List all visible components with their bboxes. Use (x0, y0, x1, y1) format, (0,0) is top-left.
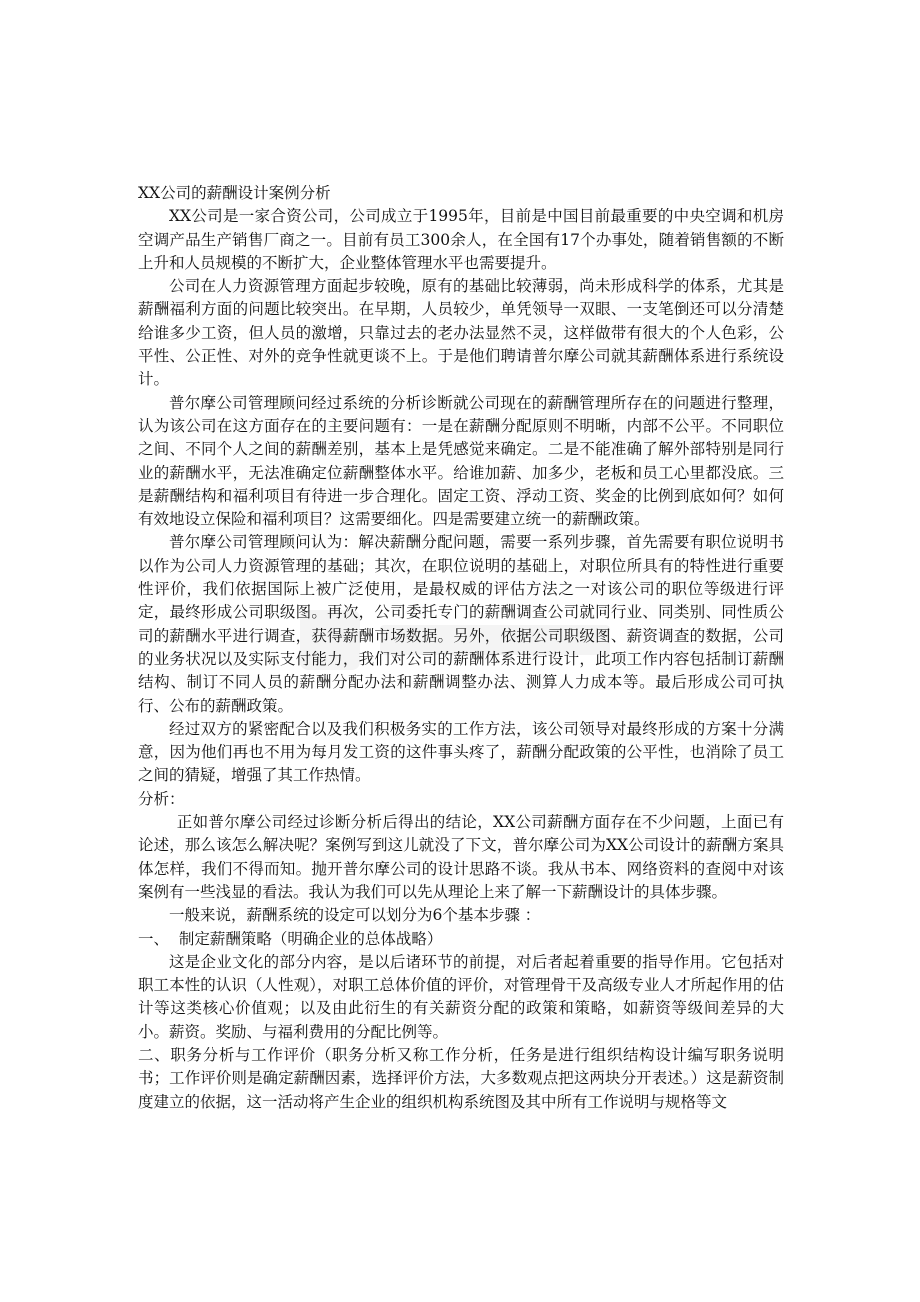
paragraph-hr-background: 公司在人力资源管理方面起步较晚，原有的基础比较薄弱，尚未形成科学的体系，尤其是薪酬福利方面的问题比较突出。在早期，人员较少，单凭领导一双眼、一支笔倒还可以分清楚给谁多少工资，但人员的激增，只靠过去的老办法显然不灵，这样做带有很大的个人色彩，公平性、公正性、对外的竞争性就更谈不上。于是他们聘请普尔摩公司就其薪酬体系进行系统设计。 (138, 277, 784, 389)
document-body (138, 182, 784, 1114)
paragraph-problems: 普尔摩公司管理顾问经过系统的分析诊断就公司现在的薪酬管理所存在的问题进行整理，认为该公司在这方面存在的主要问题有：一是在薪酬分配原则不明晰，内部不公平。不同职位之间、不同个人之间的薪酬差别，基本上是凭感觉来确定。二是不能准确了解外部特别是同行业的薪酬水平，无法准确定位薪酬整体水平。给谁加薪、加多少，老板和员工心里都没底。三是薪酬结构和福利项目有待进一步合理化。固定工资、浮动工资、奖金的比例到底如何？如何有效地设立保险和福利项目？这需要细化。四是需要建立统一的薪酬政策。 (138, 393, 784, 529)
paragraph-result: 经过双方的紧密配合以及我们积极务实的工作方法，该公司领导对最终形成的方案十分满意，因为他们再也不用为每月发工资的这件事头疼了，薪酬分配政策的公平性，也消除了员工之间的猜疑，增强了其工作热情。 (138, 719, 784, 785)
step-2-body: 二、职务分析与工作评价（职务分析又称工作分析，任务是进行组织结构设计编写职务说明书；工作评价则是确定薪酬因素，选择评价方法，大多数观点把这两块分开表述。）这是薪资制度建立的依据，这一活动将产生企业的组织机构系统图及其中所有工作说明与规格等文 (138, 1045, 784, 1111)
paragraph-company-intro: XX公司是一家合资公司，公司成立于1995年，目前是中国目前最重要的中央空调和机房空调产品生产销售厂商之一。目前有员工300余人，在全国有17个办事处，随着销售额的不断上升和人员规模的不断扩大，企业整体管理水平也需要提升。 (138, 207, 784, 272)
document-title: XX公司的薪酬设计案例分析 (138, 184, 331, 202)
step-1-body: 这是企业文化的部分内容，是以后诸环节的前提，对后者起着重要的指导作用。它包括对职工本性的认识（人性观），对职工总体价值的评价，对管理骨干及高级专业人才所起作用的估计等这类核心价值观；以及由此衍生的有关薪资分配的政策和策略，如薪资等级间差异的大小。薪资。奖励、与福利费用的分配比例等。 (138, 952, 784, 1041)
paragraph-analysis: 正如普尔摩公司经过诊断分析后得出的结论，XX公司薪酬方面存在不少问题，上面已有论述，那么该怎么解决呢？案例写到这儿就没了下文，普尔摩公司为XX公司设计的薪酬方案具体怎样，我们不得而知。抛开普尔摩公司的设计思路不谈。我从书本、网络资料的查阅中对该案例有一些浅显的看法。我认为我们可以先从理论上来了解一下薪酬设计的具体步骤。 (138, 813, 784, 901)
step-1-heading: 一、 制定薪酬策略（明确企业的总体战略） (138, 929, 443, 948)
paragraph-solution: 普尔摩公司管理顾问认为：解决薪酬分配问题，需要一系列步骤，首先需要有职位说明书以作为公司人力资源管理的基础；其次，在职位说明的基础上，对职位所具有的特性进行重要性评价，我们依据国际上被广泛使用，是最权威的评估方法之一对该公司的职位等级进行评定，最终形成公司职级图。再次，公司委托专门的薪酬调查公司就同行业、同类别、同性质公司的薪酬水平进行调查，获得薪酬市场数据。另外，依据公司职级图、薪资调查的数据，公司的业务状况以及实际支付能力，我们对公司的薪酬体系进行设计，此项工作内容包括制订薪酬结构、制订不同人员的薪酬分配办法和薪酬调整办法、测算人力成本等。最后形成公司可执行、公布的薪酬政策。 (138, 533, 784, 715)
paragraph-steps-intro: 一般来说，薪酬系统的设定可以划分为6个基本步骤 ： (169, 906, 541, 925)
analysis-label: 分析： (138, 789, 185, 808)
